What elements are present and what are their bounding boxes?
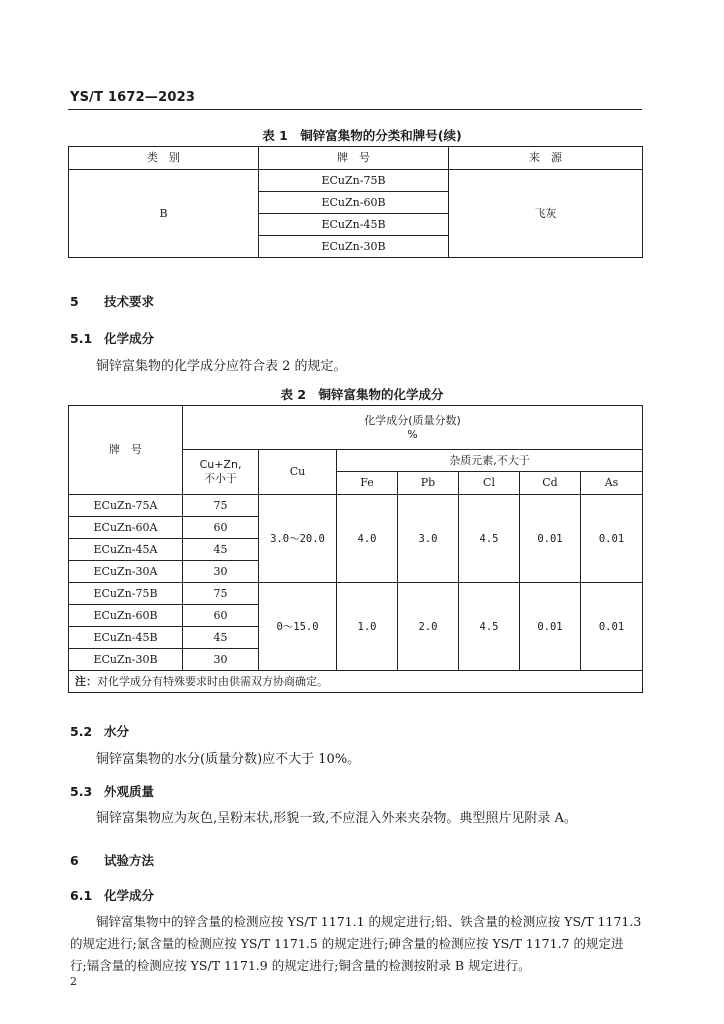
paragraph-line [70, 911, 644, 933]
paragraph-line [70, 955, 644, 977]
t2-group-a-pb: 3.0 [398, 495, 459, 583]
t1-header-grade: 牌 号 [259, 147, 449, 170]
t2-header-cuzn [183, 450, 259, 495]
t2-header-impurity: 杂质元素,不大于 [337, 450, 643, 472]
table1 [68, 146, 643, 258]
t2-cuzn: 30 [183, 649, 259, 671]
t1-header-category: 类 别 [69, 147, 259, 170]
t2-grade: ECuZn-30A [69, 561, 183, 583]
cuzn-qualifier: 不小于 [204, 472, 237, 485]
section-5-3-text [70, 808, 644, 829]
section-5-3-heading [70, 782, 154, 800]
t2-group-b-cd: 0.01 [520, 583, 581, 671]
paragraph-line [70, 933, 644, 955]
t2-header-grade: 牌 号 [69, 406, 183, 495]
section-6-1-text [70, 911, 644, 977]
t2-cuzn: 75 [183, 583, 259, 605]
section-5-2-heading [70, 722, 129, 740]
section-title: 外观质量 [104, 784, 155, 799]
standard-id: YS/T 1672—2023 [70, 90, 196, 105]
t2-cuzn: 60 [183, 517, 259, 539]
section-title: 试验方法 [104, 853, 155, 868]
t1-grade-cell: ECuZn-30B [259, 236, 449, 258]
t2-cuzn: 60 [183, 605, 259, 627]
t2-header-composition [183, 406, 643, 450]
t2-group-a-cd: 0.01 [520, 495, 581, 583]
t1-grade-cell: ECuZn-45B [259, 214, 449, 236]
t2-grade: ECuZn-60A [69, 517, 183, 539]
t2-group-a-as: 0.01 [581, 495, 643, 583]
t2-grade: ECuZn-45B [69, 627, 183, 649]
table-row [69, 583, 643, 605]
t2-header-cd: Cd [520, 472, 581, 495]
t2-cuzn: 30 [183, 561, 259, 583]
section-number: 5 [70, 294, 79, 309]
t2-grade: ECuZn-75B [69, 583, 183, 605]
section-5-2-text [70, 749, 644, 770]
section-6-heading [70, 851, 154, 869]
paragraph-text: 铜锌富集物应为灰色,呈粉末状,形貌一致,不应混入外来夹杂物。典型照片见附录 A。 [96, 811, 577, 826]
section-number: 5.1 [70, 331, 93, 346]
t2-grade: ECuZn-60B [69, 605, 183, 627]
t1-grade-cell: ECuZn-75B [259, 170, 449, 192]
paragraph-text: 的规定进行;氯含量的检测应按 YS/T 1171.5 的规定进行;砷含量的检测应按 YS/T 1171.7 的规定进 [70, 936, 624, 951]
t1-header-source: 来 源 [449, 147, 643, 170]
t1-source-fly-ash: 飞灰 [449, 170, 643, 258]
t2-grade: ECuZn-30B [69, 649, 183, 671]
t2-cuzn: 45 [183, 539, 259, 561]
t2-group-b-as: 0.01 [581, 583, 643, 671]
t2-header-as: As [581, 472, 643, 495]
cuzn-label: Cu+Zn, [199, 458, 242, 471]
table-row [69, 495, 643, 517]
note-label: 注： [75, 674, 97, 688]
section-title: 化学成分 [104, 331, 155, 346]
t2-group-a-cl: 4.5 [459, 495, 520, 583]
t2-group-b-pb: 2.0 [398, 583, 459, 671]
composition-unit: % [407, 427, 418, 441]
t2-group-a-fe: 4.0 [337, 495, 398, 583]
t2-grade: ECuZn-75A [69, 495, 183, 517]
page-number: 2 [70, 975, 77, 988]
paragraph-text: 行;镉含量的检测应按 YS/T 1171.9 的规定进行;铜含量的检测按附录 B 规定进行。 [70, 958, 531, 973]
t2-header-cl: Cl [459, 472, 520, 495]
note-text: 对化学成分有特殊要求时由供需双方协商确定。 [97, 674, 328, 688]
t2-header-fe: Fe [337, 472, 398, 495]
section-number: 6 [70, 853, 79, 868]
paragraph-text: 铜锌富集物的化学成分应符合表 2 的规定。 [96, 359, 347, 374]
t2-group-b-fe: 1.0 [337, 583, 398, 671]
section-5-1-text [70, 356, 644, 377]
section-6-1-heading [70, 886, 154, 904]
section-title: 技术要求 [104, 294, 155, 309]
section-number: 5.3 [70, 784, 93, 799]
section-number: 5.2 [70, 724, 93, 739]
section-title: 化学成分 [104, 888, 155, 903]
t2-header-pb: Pb [398, 472, 459, 495]
t2-cuzn: 45 [183, 627, 259, 649]
section-5-1-heading [70, 329, 154, 347]
composition-label: 化学成分(质量分数) [364, 413, 461, 427]
t2-group-b-cl: 4.5 [459, 583, 520, 671]
section-title: 水分 [104, 724, 130, 739]
table2-caption: 表 2 铜锌富集物的化学成分 [280, 387, 444, 402]
t2-group-a-cu: 3.0～20.0 [259, 495, 337, 583]
t2-cuzn: 75 [183, 495, 259, 517]
t2-header-cu: Cu [259, 450, 337, 495]
paragraph-text: 铜锌富集物中的锌含量的检测应按 YS/T 1171.1 的规定进行;铅、铁含量的检测应按 YS/T 1171.3 [96, 914, 642, 929]
section-number: 6.1 [70, 888, 93, 903]
section-5-heading [70, 292, 154, 310]
t2-group-b-cu: 0～15.0 [259, 583, 337, 671]
header-rule [68, 109, 642, 110]
t1-grade-cell: ECuZn-60B [259, 192, 449, 214]
t2-note [69, 671, 643, 693]
paragraph-text: 铜锌富集物的水分(质量分数)应不大于 10%。 [96, 752, 361, 767]
table1-caption: 表 1 铜锌富集物的分类和牌号(续) [262, 128, 462, 143]
table2 [68, 405, 643, 693]
t1-category-b: B [69, 170, 259, 258]
t2-grade: ECuZn-45A [69, 539, 183, 561]
